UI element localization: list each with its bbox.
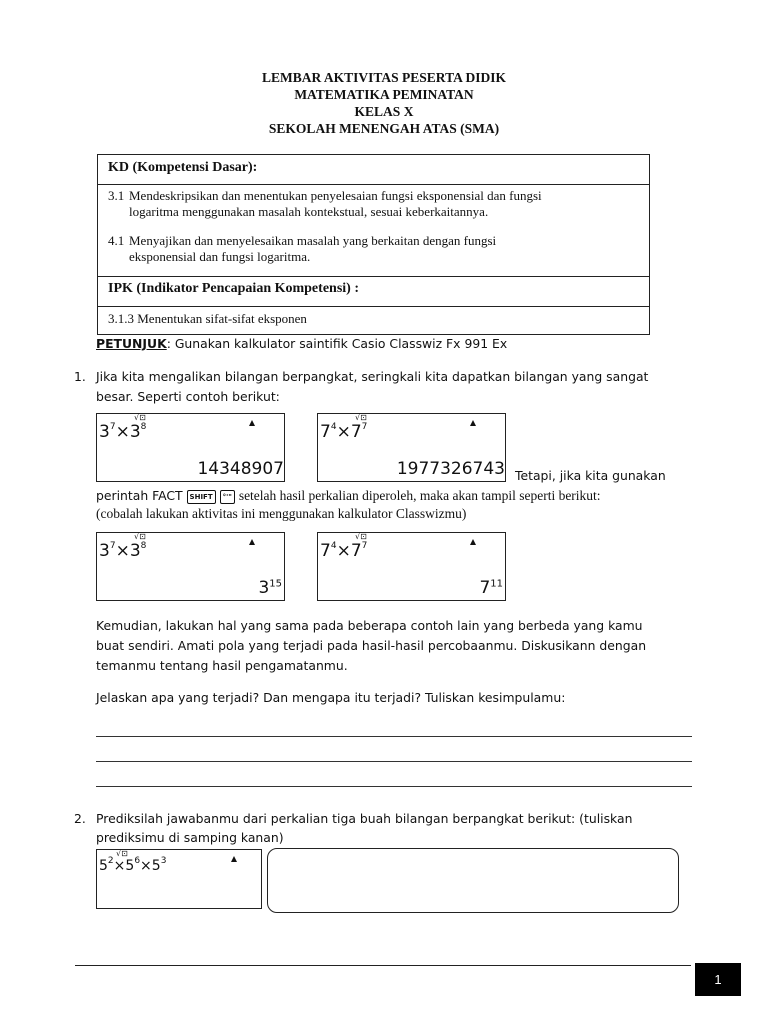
calc-2-expression: $7^4\times 7^7$ bbox=[320, 422, 368, 442]
footer-rule bbox=[75, 965, 691, 966]
q1-para-3: temanmu tentang hasil pengamatanmu. bbox=[96, 658, 348, 673]
kd-heading: KD (Kompetensi Dasar): bbox=[108, 160, 258, 175]
kd-item-2-line-2: eksponensial dan fungsi logaritma. bbox=[129, 249, 311, 264]
perintah-suffix: setelah hasil perkalian diperoleh, maka akan tampil seperti berikut: bbox=[238, 488, 601, 503]
shift-key-icon: SHIFT bbox=[187, 490, 216, 504]
perintah-prefix: perintah FACT bbox=[96, 488, 183, 503]
page-number: 1 bbox=[695, 963, 741, 996]
math-indicator-icon: √⊡ bbox=[134, 532, 146, 541]
ipk-heading: IPK (Indikator Pencapaian Kompetensi) : bbox=[108, 281, 359, 296]
up-arrow-icon bbox=[249, 539, 255, 545]
prediction-answer-box[interactable] bbox=[267, 848, 679, 913]
calc-3-expression: $3^7\times 3^8$ bbox=[99, 541, 147, 561]
calc-5-expression: $5^2\times 5^6\times 5^3$ bbox=[99, 856, 167, 874]
title-line-4: SEKOLAH MENENGAH ATAS (SMA) bbox=[268, 121, 500, 136]
kd-item-2-number: 4.1 bbox=[108, 233, 125, 248]
math-indicator-icon: √⊡ bbox=[355, 532, 367, 541]
title-line-1: LEMBAR AKTIVITAS PESERTA DIDIK bbox=[262, 70, 506, 85]
ipk-heading-row bbox=[98, 277, 649, 307]
calc-3-result: $3^{15}$ bbox=[258, 578, 282, 598]
math-indicator-icon: √⊡ bbox=[116, 849, 128, 858]
petunjuk bbox=[96, 334, 507, 354]
up-arrow-icon bbox=[249, 420, 255, 426]
kd-content-row bbox=[98, 185, 649, 277]
answer-line-3[interactable] bbox=[96, 786, 692, 787]
title-line-2: MATEMATIKA PEMINATAN bbox=[294, 87, 474, 102]
calculator-display-1 bbox=[96, 413, 285, 482]
petunjuk-text: : Gunakan kalkulator saintifik Casio Classwiz Fx 991 Ex bbox=[166, 336, 508, 351]
degree-key-icon: °'" bbox=[220, 490, 235, 504]
up-arrow-icon bbox=[470, 420, 476, 426]
kd-heading-row bbox=[98, 155, 649, 185]
q2-number: 2. bbox=[74, 811, 86, 826]
q1-para-1: Kemudian, lakukan hal yang sama pada beberapa contoh lain yang berbeda yang kamu bbox=[96, 618, 643, 633]
answer-line-2[interactable] bbox=[96, 761, 692, 762]
q1-line-1: Jika kita mengalikan bilangan berpangkat, seringkali kita dapatkan bilangan yang sangat bbox=[96, 369, 649, 384]
q1-classwiz-line: (cobalah lakukan aktivitas ini menggunakan kalkulator Classwizmu) bbox=[96, 506, 467, 521]
kd-item-1-line-2: logaritma menggunakan masalah kontekstual, sesuai keberkaitannya. bbox=[129, 204, 489, 219]
math-indicator-icon: √⊡ bbox=[134, 413, 146, 422]
q1-line-2: besar. Seperti contoh berikut: bbox=[96, 389, 280, 404]
calculator-display-2 bbox=[317, 413, 506, 482]
up-arrow-icon bbox=[470, 539, 476, 545]
q1-number: 1. bbox=[74, 369, 86, 384]
q2-line-1: Prediksilah jawabanmu dari perkalian tiga buah bilangan berpangkat berikut: (tuliskan bbox=[96, 811, 633, 826]
kd-item-1-line-1: Mendeskripsikan dan menentukan penyelesaian fungsi eksponensial dan fungsi bbox=[129, 188, 542, 203]
up-arrow-icon bbox=[231, 856, 237, 862]
ipk-item: 3.1.3 Menentukan sifat-sifat eksponen bbox=[108, 311, 307, 326]
q2-line-2: prediksimu di samping kanan) bbox=[96, 830, 284, 845]
calc-2-result: 1977326743 bbox=[396, 459, 505, 479]
calculator-display-5 bbox=[96, 849, 262, 909]
kd-item-2-line-1: Menyajikan dan menyelesaikan masalah yang berkaitan dengan fungsi bbox=[129, 233, 497, 248]
q1-para-2: buat sendiri. Amati pola yang terjadi pada hasil-hasil percobaanmu. Diskusikann dengan bbox=[96, 638, 647, 653]
calc-1-result: 14348907 bbox=[197, 459, 284, 479]
title-line-3: KELAS X bbox=[354, 104, 414, 119]
calc-4-result: $7^{11}$ bbox=[479, 578, 503, 598]
calc-4-expression: $7^4\times 7^7$ bbox=[320, 541, 368, 561]
math-indicator-icon: √⊡ bbox=[355, 413, 367, 422]
q1-question: Jelaskan apa yang terjadi? Dan mengapa itu terjadi? Tuliskan kesimpulamu: bbox=[96, 690, 566, 705]
q1-perintah-line bbox=[96, 486, 601, 506]
kd-item-1-number: 3.1 bbox=[108, 188, 125, 203]
calc-1-expression: $3^7\times 3^8$ bbox=[99, 422, 147, 442]
calculator-display-4 bbox=[317, 532, 506, 601]
answer-line-1[interactable] bbox=[96, 736, 692, 737]
q1-after-calc: Tetapi, jika kita gunakan bbox=[515, 468, 666, 483]
calculator-display-3 bbox=[96, 532, 285, 601]
competency-table bbox=[97, 154, 650, 335]
petunjuk-label: PETUNJUK bbox=[96, 336, 167, 351]
